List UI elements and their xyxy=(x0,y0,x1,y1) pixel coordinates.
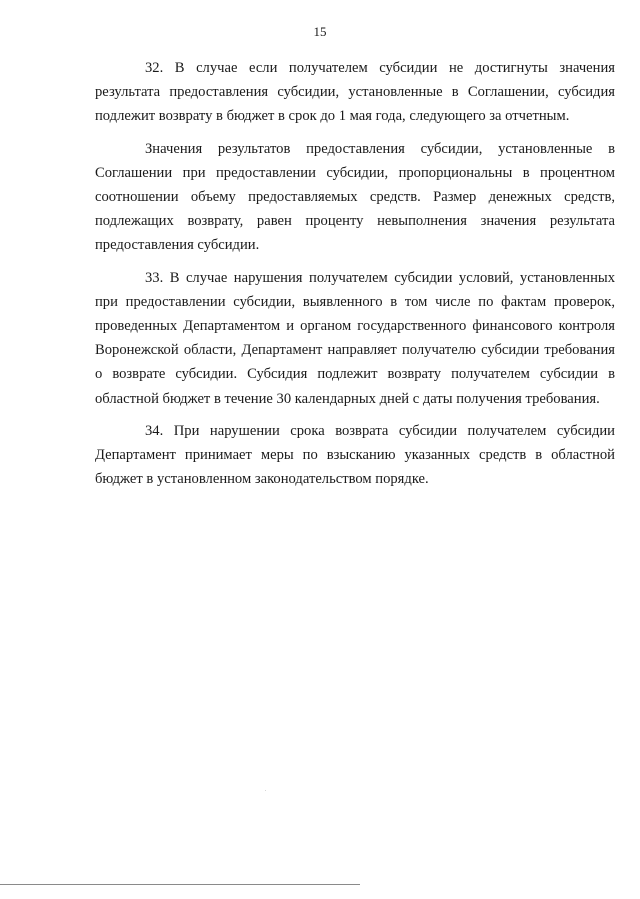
document-body xyxy=(95,56,615,491)
paragraph-32-continued: Значения результатов предоставления субсидии, установленные в Соглашении при предоставлении субсидии, пропорциональны в процентном соотношении объему предоставляемых средств. Размер денежных средств, подлежащих возврату, равен проценту невыполнения значения результата предоставления субсидии. xyxy=(95,140,615,254)
page-number: 15 xyxy=(313,24,327,39)
scan-speck xyxy=(265,790,266,791)
paragraph-34: 34. При нарушении срока возврата субсидии получателем субсидии Департамент принимает меры по взысканию указанных средств в областной бюджет в установленном законодательством порядке. xyxy=(95,422,615,488)
bottom-rule xyxy=(0,884,360,885)
paragraph-32: 32. В случае если получателем субсидии не достигнуты значения результата предоставления субсидии, установленные в Соглашении, субсидия подлежит возврату в бюджет в срок до 1 мая года, следующего за отчетным. xyxy=(95,60,615,125)
paragraph-33: 33. В случае нарушения получателем субсидии условий, установленных при предоставлении субсидии, выявленного в том числе по фактам проверок, проведенных Департаментом и органом государственного финансового контроля Воронежской области, Департамент направляет получателю субсидии требования о возврате субсидии. Субсидия подлежит возврату получателем субсидии в областной бюджет в течение 30 календарных дней с даты получения требования. xyxy=(95,269,615,407)
